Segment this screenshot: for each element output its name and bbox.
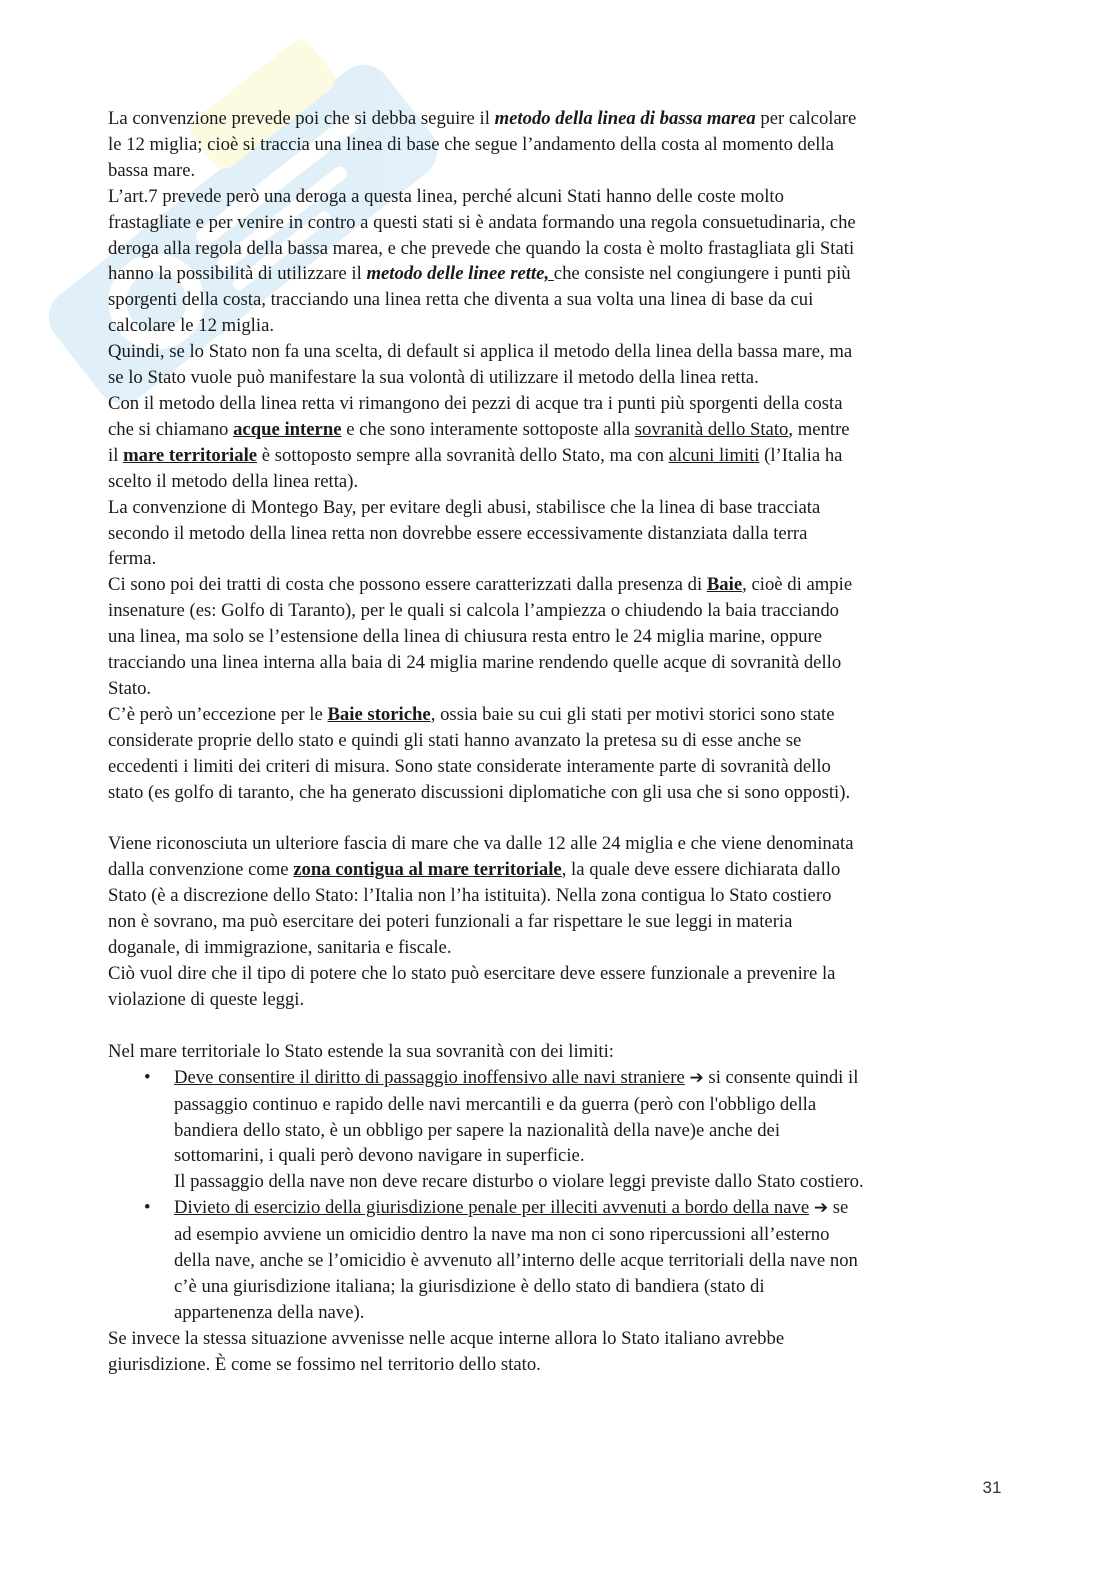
paragraph — [108, 831, 1008, 961]
bullet-icon: • — [144, 1197, 151, 1219]
text-run: bandiera dello stato, è un obbligo per sapere la nazionalità della nave)e anche dei — [174, 1119, 781, 1141]
text-run: , ossia baie su cui gli stati per motivi storici sono state — [430, 703, 835, 725]
text-run: (l’Italia ha — [759, 444, 843, 466]
text-run: Se invece la stessa situazione avvenisse nelle acque interne allora lo Stato italiano avrebbe — [108, 1327, 785, 1349]
text-run: se — [828, 1197, 849, 1219]
text-run: c’è una giurisdizione italiana; la giurisdizione è dello stato di bandiera (stato di — [174, 1275, 765, 1297]
text-run: una linea, ma solo se l’estensione della linea di chiusura resta entro le 24 miglia marine, oppure — [108, 626, 823, 648]
text-run: eccedenti i limiti dei criteri di misura. Sono state considerate interamente parte di sovranità dello — [108, 755, 831, 777]
text-run: secondo il metodo della linea retta non dovrebbe essere eccessivamente distanziata dalla terra — [108, 522, 808, 544]
text-run: Deve consentire il diritto di passaggio inoffensivo alle navi straniere — [174, 1066, 685, 1088]
bullet-icon: • — [144, 1066, 151, 1088]
text-run: Baie — [706, 574, 743, 596]
paragraph — [108, 572, 1008, 702]
text-run: zona contigua al mare territoriale — [293, 859, 562, 881]
text-run: se lo Stato vuole può manifestare la sua volontà di utilizzare il metodo della linea retta. — [108, 367, 759, 389]
text-run: scelto il metodo della linea retta). — [108, 470, 359, 492]
text-run: dalla convenzione come — [108, 859, 294, 881]
arrow-icon: ➔ — [689, 1067, 704, 1088]
text-run: , la quale deve essere dichiarata dallo — [561, 859, 841, 881]
text-run: deroga alla regola della bassa marea, e che prevede che quando la costa è molto frastagliata gli Stati — [108, 237, 855, 259]
text-run: sovranità dello Stato — [634, 418, 789, 440]
text-run: Stato. — [108, 677, 152, 699]
text-run: frastagliate e per venire in contro a questi stati si è andata formando una regola consuetudinaria, che — [108, 211, 856, 233]
text-run: sporgenti della costa, tracciando una linea retta che diventa a sua volta una linea di base da cui — [108, 289, 814, 311]
paragraph — [108, 106, 1008, 184]
text-run: Stato (è a discrezione dello Stato: l’Italia non l’ha istituita). Nella zona contigua lo Stato costiero — [108, 885, 832, 907]
text-run: sottomarini, i quali però devono navigare in superficie. — [174, 1145, 585, 1167]
text-run: Baie storiche — [327, 703, 431, 725]
text-run: calcolare le 12 miglia. — [108, 315, 275, 337]
text-run: C’è però un’eccezione per le — [108, 703, 328, 725]
text-run: considerate proprie dello stato e quindi gli stati hanno avanzato la pretesa su di esse anche se — [108, 729, 802, 751]
page-number: 31 — [982, 1478, 1002, 1497]
text-run: le 12 miglia; cioè si traccia una linea di base che segue l’andamento della costa al momento della — [108, 133, 834, 155]
text-run: acque interne — [233, 418, 342, 440]
text-run: che si chiamano — [108, 418, 234, 440]
text-run: passaggio continuo e rapido delle navi mercantili e da guerra (però con l'obbligo della — [174, 1093, 817, 1115]
text-run: metodo delle linee rette — [366, 263, 545, 285]
paragraph — [108, 1326, 1008, 1378]
text-run: Con il metodo della linea retta vi rimangono dei pezzi di acque tra i punti più sporgenti della costa — [108, 392, 843, 414]
text-run: Viene riconosciuta un ulteriore fascia di mare che va dalle 12 alle 24 miglia e che viene denominata — [108, 833, 854, 855]
text-run: si consente quindi il — [703, 1066, 859, 1088]
text-run: il — [108, 444, 124, 466]
text-run: ferma. — [108, 548, 157, 570]
document-body — [108, 106, 1008, 1378]
text-run: è sottoposto sempre alla sovranità dello Stato, ma con — [257, 444, 669, 466]
paragraph — [108, 702, 1008, 806]
text-run: Divieto di esercizio della giurisdizione penale per illeciti avvenuti a bordo della nave — [174, 1197, 810, 1219]
text-run: Il passaggio della nave non deve recare disturbo o violare leggi previste dallo Stato costiero. — [174, 1171, 864, 1193]
text-run: per calcolare — [755, 108, 857, 129]
text-run: bassa mare. — [108, 159, 196, 181]
text-run: che consiste nel congiungere i punti più — [553, 263, 851, 285]
text-run: stato (es golfo di taranto, che ha generato discussioni diplomatiche con gli usa che si sono opposti). — [108, 781, 851, 803]
list-item — [108, 1195, 1008, 1326]
text-run: , mentre — [788, 418, 850, 440]
text-run: Ci sono poi dei tratti di costa che possono essere caratterizzati dalla presenza di — [108, 574, 707, 596]
text-run: , cioè di ampie — [742, 574, 853, 596]
text-run: , — [544, 263, 550, 285]
list-item — [108, 1065, 1008, 1196]
text-run: della nave, anche se l’omicidio è avvenuto all’interno delle acque territoriali della nave non — [174, 1250, 858, 1272]
text-run: hanno la possibilità di utilizzare il — [108, 263, 367, 285]
text-run: appartenenza della nave). — [174, 1301, 365, 1323]
text-run: La convenzione prevede poi che si debba seguire il — [108, 108, 495, 129]
text-run: tracciando una linea interna alla baia di 24 miglia marine rendendo quelle acque di sovranità dello — [108, 652, 842, 674]
paragraph-spacer — [108, 805, 1008, 831]
text-run: Nel mare territoriale lo Stato estende la sua sovranità con dei limiti: — [108, 1040, 614, 1062]
bullet-list — [108, 1065, 1008, 1326]
paragraph — [108, 495, 1008, 573]
text-run: mare territoriale — [123, 444, 258, 466]
text-run: metodo della linea di bassa marea — [494, 108, 756, 129]
paragraph — [108, 961, 1008, 1013]
arrow-icon: ➔ — [813, 1198, 829, 1219]
text-run: insenature (es: Golfo di Taranto), per le quali si calcola l’ampiezza o chiudendo la baia tracciando — [108, 600, 840, 622]
text-run: Quindi, se lo Stato non fa una scelta, di default si applica il metodo della linea della bassa mare, ma — [108, 341, 853, 363]
paragraph — [108, 391, 1008, 495]
paragraph — [108, 184, 1008, 339]
paragraph — [108, 1039, 1008, 1065]
text-run: e che sono interamente sottoposte alla — [341, 418, 635, 440]
text-run: giurisdizione. È come se fossimo nel territorio dello stato. — [108, 1353, 541, 1375]
text-run: non è sovrano, ma può esercitare dei poteri funzionali a far rispettare le sue leggi in materia — [108, 911, 793, 933]
text-run: Ciò vuol dire che il tipo di potere che lo stato può esercitare deve essere funzionale a prevenire la — [108, 963, 836, 984]
text-run: ad esempio avviene un omicidio dentro la nave ma non ci sono ripercussioni all’esterno — [174, 1224, 830, 1246]
paragraph-spacer — [108, 1013, 1008, 1039]
text-run: L’art.7 prevede però una deroga a questa linea, perché alcuni Stati hanno delle coste molto — [108, 185, 784, 207]
text-run: violazione di queste leggi. — [108, 988, 305, 1010]
text-run: La convenzione di Montego Bay, per evitare degli abusi, stabilisce che la linea di base tracciata — [108, 496, 821, 518]
text-run: doganale, di immigrazione, sanitaria e fiscale. — [108, 937, 452, 959]
paragraph — [108, 339, 1008, 391]
text-run: alcuni limiti — [668, 444, 760, 466]
